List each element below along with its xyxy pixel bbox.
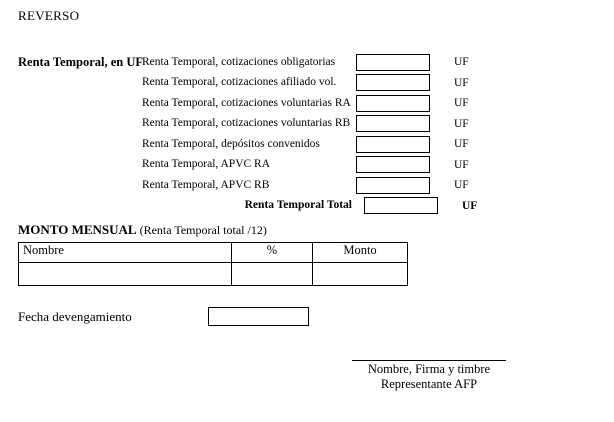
renta-row [142,175,572,196]
renta-row-unit: UF [454,76,469,89]
page-title: REVERSO [18,8,80,23]
monto-mensual-subtitle: (Renta Temporal total /12) [136,223,267,237]
renta-row-input[interactable] [356,54,430,71]
renta-row [142,114,572,135]
renta-row-label: Renta Temporal, APVC RB [142,178,270,191]
renta-row [142,155,572,176]
renta-row-input[interactable] [356,136,430,153]
renta-row-unit: UF [454,97,469,110]
renta-row-unit: UF [454,158,469,171]
renta-row-input[interactable] [356,95,430,112]
renta-row [142,93,572,114]
monto-mensual-title: MONTO MENSUAL [18,222,137,237]
renta-row-label: Renta Temporal, cotizaciones obligatorias [142,55,336,68]
renta-total-label: Renta Temporal Total [244,199,352,212]
renta-total-input[interactable] [364,197,438,214]
renta-row-label: Renta Temporal, APVC RA [142,158,271,171]
renta-row-input[interactable] [356,177,430,194]
column-header-nombre: Nombre [19,243,232,263]
renta-temporal-heading: Renta Temporal, en UF [18,55,143,69]
renta-row-input[interactable] [356,115,430,132]
column-header-monto: Monto [313,243,408,263]
renta-row [142,52,572,73]
column-header-porcentaje: % [232,243,313,263]
renta-row-input[interactable] [356,156,430,173]
renta-row-unit: UF [454,56,469,69]
renta-row-unit: UF [454,179,469,192]
fecha-devengamiento-label: Fecha devengamiento [18,309,132,324]
signature-caption: Nombre, Firma y timbre [367,362,491,376]
renta-total-unit: UF [462,199,478,212]
monto-mensual-table [18,242,408,286]
renta-total-row [142,196,572,217]
renta-row-label: Renta Temporal, cotizaciones voluntarias RB [142,117,351,130]
renta-row-label: Renta Temporal, cotizaciones afiliado vol. [142,76,337,89]
renta-row-unit: UF [454,138,469,151]
cell-nombre[interactable] [19,263,232,286]
cell-monto[interactable] [313,263,408,286]
renta-temporal-rows [142,52,572,216]
table-header-row [19,243,408,263]
renta-row-label: Renta Temporal, cotizaciones voluntarias RA [142,96,351,109]
renta-row-unit: UF [454,117,469,130]
renta-row [142,134,572,155]
signature-line [352,360,506,361]
fecha-devengamiento-input[interactable] [208,307,309,326]
table-row [19,263,408,286]
monto-mensual-heading [18,222,267,238]
renta-row [142,73,572,94]
renta-row-input[interactable] [356,74,430,91]
signature-role: Representante AFP [380,377,478,391]
cell-porcentaje[interactable] [232,263,313,286]
renta-row-label: Renta Temporal, depósitos convenidos [142,137,320,150]
